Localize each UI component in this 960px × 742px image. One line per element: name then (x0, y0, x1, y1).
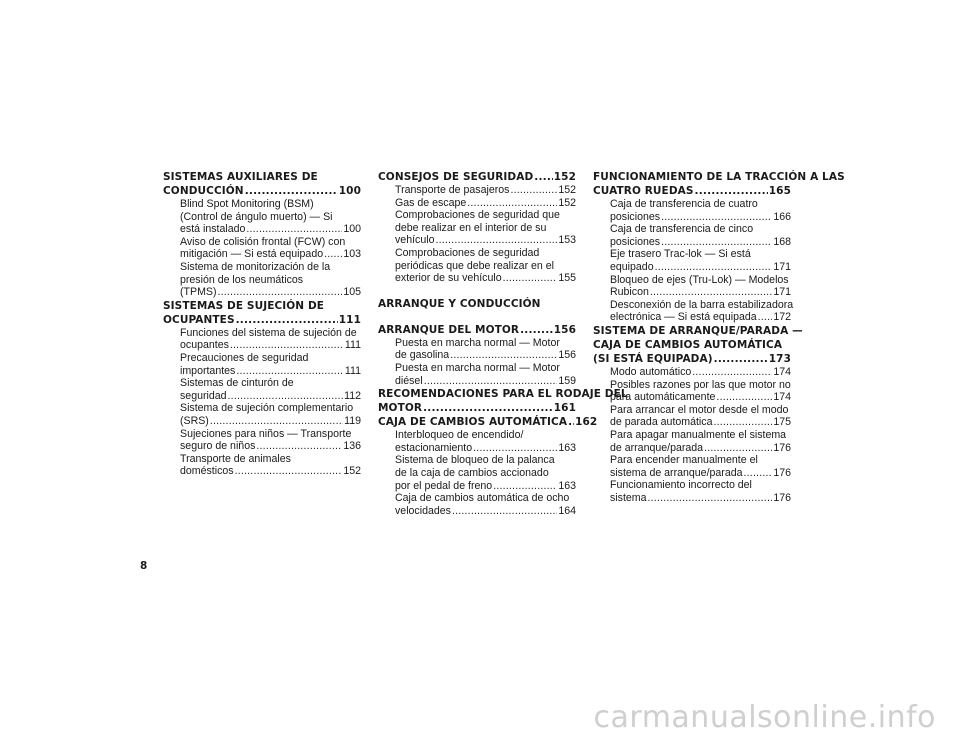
toc-entry[interactable] (163, 352, 361, 377)
toc-entry-line: Eje trasero Trac-lok — Si está (610, 248, 751, 261)
toc-column-3 (593, 170, 845, 504)
toc-page-number: 161 (553, 402, 576, 415)
toc-entry-line: Comprobaciones de seguridad (395, 246, 540, 259)
toc-entry-row (593, 352, 791, 366)
toc-entry-title: posiciones (610, 210, 661, 223)
toc-entry-row (395, 505, 576, 518)
toc-entry-title: ocupantes (180, 339, 229, 352)
toc-page-number: 172 (773, 311, 791, 324)
toc-entry-title: Gas de escape (395, 196, 467, 209)
toc-entry-row (180, 465, 361, 478)
toc-entry-line: Para arrancar el motor desde el modo (610, 403, 789, 416)
toc-entry-title: (SI ESTÁ EQUIPADA) (593, 352, 713, 365)
toc-page-number: 176 (773, 466, 791, 479)
toc-entry-line: SISTEMAS DE SUJECIÓN DE (163, 299, 325, 312)
toc-entry[interactable] (378, 362, 576, 387)
toc-entry-row (163, 184, 361, 198)
toc-entry[interactable] (593, 366, 791, 379)
toc-entry-line: Aviso de colisión frontal (FCW) con (180, 235, 346, 248)
toc-page-number: 164 (558, 504, 576, 517)
dot-leader (424, 375, 558, 388)
section-gap (378, 311, 576, 323)
toc-entry-title: seguridad (180, 389, 227, 402)
toc-entry-row (610, 492, 791, 505)
toc-entry-title: seguro de niños (180, 440, 256, 453)
toc-entry-row (180, 440, 361, 453)
section-gap (378, 285, 576, 297)
dot-leader (246, 223, 342, 236)
toc-entry-row (593, 184, 791, 198)
toc-entry-line: Sujeciones para niños — Transporte (180, 427, 352, 440)
toc-entry-title: sistema de arranque/parada (610, 466, 743, 479)
toc-page-number: 111 (338, 313, 361, 326)
toc-page-number: 111 (344, 339, 361, 352)
toc-entry[interactable] (163, 236, 361, 261)
toc-entry-title: MOTOR (378, 402, 423, 415)
toc-entry-line: Transporte de animales (180, 452, 291, 465)
toc-page-number: 100 (338, 185, 361, 197)
toc-entry[interactable] (378, 197, 576, 210)
dot-leader (503, 272, 558, 285)
toc-entry-line: SISTEMA DE ARRANQUE/PARADA — (593, 324, 803, 337)
toc-entry-title: OCUPANTES (163, 313, 235, 326)
toc-entry-title: (SRS) (180, 414, 209, 427)
dot-leader (236, 365, 344, 378)
toc-entry-line: Posibles razones por las que motor no (610, 378, 791, 391)
toc-entry-title: está instalado (180, 223, 246, 236)
dot-leader (744, 467, 773, 480)
toc-entry-title: para automáticamente (610, 391, 716, 404)
toc-entry-title: estacionamiento (395, 441, 473, 454)
toc-entry-row (180, 339, 361, 352)
dot-leader (520, 323, 553, 337)
toc-page-number: 163 (558, 441, 576, 454)
dot-leader (695, 184, 768, 198)
toc-entry-row (610, 391, 791, 404)
toc-page-number: 174 (773, 365, 791, 378)
toc-page-number: 175 (773, 416, 791, 429)
toc-entry-row (610, 286, 791, 299)
dot-leader (493, 480, 557, 493)
toc-entry-row (180, 415, 361, 428)
dot-leader (655, 261, 773, 274)
dot-leader (510, 184, 557, 197)
toc-entry-title: diésel (395, 374, 423, 387)
dot-leader (256, 440, 342, 453)
toc-entry-line: RECOMENDACIONES PARA EL RODAJE DEL (378, 388, 628, 401)
toc-entry[interactable] (378, 247, 576, 285)
toc-page-number: 163 (558, 479, 576, 492)
dot-leader (714, 352, 768, 366)
toc-entry[interactable] (378, 184, 576, 197)
toc-page-number: 165 (768, 185, 791, 197)
toc-page-number: 152 (558, 196, 576, 209)
toc-heading[interactable] (378, 415, 598, 429)
toc-heading[interactable] (163, 170, 361, 198)
toc-entry-title: sistema (610, 491, 647, 504)
toc-heading[interactable] (593, 324, 803, 366)
toc-page-number: 162 (575, 416, 598, 429)
toc-entry[interactable] (593, 429, 791, 454)
toc-entry-row (610, 236, 791, 249)
toc-entry-title: equipado (610, 260, 654, 273)
toc-column-2 (378, 170, 628, 517)
dot-leader (716, 391, 772, 404)
toc-entry[interactable] (378, 209, 576, 247)
toc-entry[interactable] (593, 404, 791, 429)
toc-entry-line: Caja de transferencia de cuatro (610, 198, 758, 210)
dot-leader (452, 505, 557, 518)
toc-entry-line: Sistema de sujeción complementario (180, 402, 354, 415)
dot-leader (534, 170, 553, 184)
toc-page-number: 173 (768, 352, 791, 365)
toc-page-number: 153 (558, 234, 576, 247)
toc-entry-line: Para apagar manualmente el sistema (610, 428, 787, 441)
toc-entry-row (180, 390, 361, 403)
dot-leader (661, 236, 772, 249)
toc-entry-row (610, 311, 791, 324)
toc-entry-line: Para encender manualmente el (610, 454, 758, 467)
toc-entry[interactable] (163, 428, 361, 453)
toc-entry-row (395, 234, 576, 247)
toc-page-number: 136 (343, 440, 361, 453)
toc-entry-line: Puesta en marcha normal — Motor (395, 361, 560, 374)
toc-entry-title: ARRANQUE DEL MOTOR (378, 323, 520, 336)
toc-entry-title: exterior de su vehículo (395, 272, 502, 285)
toc-page-number: 112 (344, 389, 361, 402)
toc-entry-title: electrónica — Si está equipada (610, 311, 757, 324)
toc-entry-row (163, 313, 361, 327)
toc-page-number: 152 (558, 184, 576, 196)
toc-heading[interactable] (378, 297, 576, 311)
toc-heading[interactable] (593, 170, 845, 198)
dot-leader (650, 286, 772, 299)
toc-entry[interactable] (378, 492, 576, 517)
toc-entry-line: Sistema de monitorización de la (180, 260, 331, 273)
dot-leader (423, 401, 553, 415)
toc-entry-title: vehículo (395, 234, 435, 247)
toc-page-number: 176 (773, 441, 791, 454)
toc-entry-title: de parada automática (610, 416, 713, 429)
toc-page-number: 156 (553, 323, 576, 336)
toc-entry[interactable] (593, 198, 791, 223)
toc-entry-line: Blind Spot Monitoring (BSM) (180, 198, 314, 210)
toc-entry-title: de gasolina (395, 349, 450, 362)
toc-entry-title: Modo automático (610, 365, 692, 378)
toc-entry[interactable] (593, 379, 791, 404)
dot-leader (235, 465, 343, 478)
toc-page-number: 100 (343, 223, 361, 236)
toc-entry-line: FUNCIONAMIENTO DE LA TRACCIÓN A LAS (593, 171, 845, 183)
dot-leader (473, 442, 557, 455)
toc-page-number: 176 (773, 491, 791, 504)
toc-entry-row (378, 415, 598, 429)
dot-leader (648, 492, 773, 505)
toc-page-number: 156 (558, 349, 576, 362)
toc-entry-title: velocidades (395, 504, 451, 517)
toc-entry-row (378, 401, 576, 415)
dot-leader (568, 415, 574, 429)
toc-entry-line: Interbloqueo de encendido/ (395, 429, 524, 442)
dot-leader (245, 184, 338, 198)
toc-heading[interactable] (378, 170, 576, 184)
toc-entry-line: Funcionamiento incorrecto del (610, 479, 752, 492)
toc-page-number: 152 (553, 171, 576, 183)
toc-entry[interactable] (163, 402, 361, 427)
dot-leader (713, 416, 772, 429)
toc-entry-row (180, 365, 361, 378)
toc-page-number: 168 (773, 235, 791, 248)
toc-entry-row (610, 442, 791, 455)
page-number: 8 (140, 560, 148, 572)
toc-entry[interactable] (593, 298, 794, 324)
toc-entry[interactable] (163, 261, 361, 299)
toc-page-number: 152 (343, 465, 361, 478)
dot-leader (217, 286, 342, 299)
dot-leader (210, 415, 343, 428)
toc-entry-title: Transporte de pasajeros (395, 184, 510, 196)
toc-entry[interactable] (163, 453, 361, 478)
toc-entry-title: CAJA DE CAMBIOS AUTOMÁTICA (378, 416, 568, 429)
toc-entry-row (395, 272, 576, 285)
toc-entry-title: posiciones (610, 235, 661, 248)
toc-entry-line: Puesta en marcha normal — Motor (395, 336, 560, 349)
toc-entry-row (378, 323, 576, 337)
toc-entry-line: Caja de cambios automática de ocho (395, 492, 570, 505)
toc-page-number: 111 (344, 364, 361, 377)
toc-entry-row (180, 248, 361, 261)
toc-entry[interactable] (163, 327, 361, 352)
toc-entry[interactable] (378, 337, 576, 362)
toc-page-number: 171 (773, 286, 791, 299)
toc-heading[interactable] (378, 387, 628, 415)
toc-entry-line: Comprobaciones de seguridad que (395, 209, 560, 222)
toc-entry-title: CONSEJOS DE SEGURIDAD (378, 171, 534, 183)
toc-entry-line: Precauciones de seguridad (180, 351, 309, 364)
toc-page-number: 174 (773, 391, 791, 404)
toc-entry-line: de la caja de cambios accionado (395, 466, 549, 479)
toc-entry-line: Sistemas de cinturón de (180, 377, 294, 390)
toc-entry-title: de arranque/parada (610, 441, 704, 454)
toc-entry-line: Bloqueo de ejes (Tru-Lok) — Modelos (610, 273, 789, 286)
toc-entry-line: periódicas que debe realizar en el (395, 259, 555, 272)
toc-entry[interactable] (593, 223, 791, 248)
toc-entry-title: por el pedal de freno (395, 479, 493, 492)
toc-entry[interactable] (163, 377, 361, 402)
toc-heading[interactable] (378, 323, 576, 337)
toc-entry[interactable] (378, 429, 576, 454)
toc-entry[interactable] (593, 274, 791, 299)
toc-column-1 (163, 170, 361, 478)
toc-entry-line: Sistema de bloqueo de la palanca (395, 454, 555, 467)
toc-page-number: 171 (773, 260, 791, 273)
toc-entry-line: (Control de ángulo muerto) — Si (180, 210, 333, 223)
dot-leader (230, 339, 344, 352)
toc-entry-title: importantes (180, 364, 236, 377)
toc-entry-row (395, 442, 576, 455)
toc-entry-line: Funciones del sistema de sujeción de (180, 326, 357, 339)
toc-entry-line: presión de los neumáticos (180, 273, 304, 286)
toc-page-number: 155 (558, 272, 576, 285)
toc-page-number: 103 (343, 248, 361, 261)
toc-entry-row (610, 211, 791, 224)
toc-page-number: 105 (343, 286, 361, 299)
toc-entry-title: CUATRO RUEDAS (593, 185, 694, 197)
dot-leader (228, 390, 344, 403)
watermark: carmanualsonline.info (593, 700, 936, 735)
toc-page-number: 119 (344, 414, 361, 427)
toc-entry-row (180, 286, 361, 299)
toc-heading[interactable] (163, 299, 361, 327)
toc-entry[interactable] (593, 479, 791, 504)
toc-entry-line: CAJA DE CAMBIOS AUTOMÁTICA (593, 338, 783, 351)
dot-leader (450, 349, 557, 362)
toc-entry-title: CONDUCCIÓN (163, 185, 244, 197)
toc-entry-title: Rubicon (610, 286, 649, 299)
dot-leader (758, 311, 773, 324)
toc-entry-title: mitigación — Si está equipado (180, 248, 324, 261)
dot-leader (435, 234, 557, 247)
dot-leader (467, 197, 557, 210)
toc-entry-line: Caja de transferencia de cinco (610, 223, 754, 236)
toc-entry[interactable] (163, 198, 361, 236)
toc-entry-line: Desconexión de la barra estabilizadora (610, 298, 794, 311)
toc-entry-line: debe realizar en el interior de su (395, 221, 547, 234)
toc-entry-row (610, 261, 791, 274)
dot-leader (704, 442, 772, 455)
toc-entry-row (610, 467, 791, 480)
dot-leader (692, 366, 772, 379)
toc-page-number: 159 (558, 374, 576, 387)
toc-entry-row (395, 197, 576, 210)
toc-entry[interactable] (378, 454, 576, 492)
toc-entry-row (610, 366, 791, 379)
toc-entry[interactable] (593, 248, 791, 273)
toc-entry-line: ARRANQUE Y CONDUCCIÓN (378, 297, 541, 310)
toc-entry-row (395, 184, 576, 197)
toc-entry-row (395, 480, 576, 493)
toc-entry-row (180, 223, 361, 236)
toc-entry-row (395, 349, 576, 362)
toc-entry-row (610, 416, 791, 429)
toc-entry-line: SISTEMAS AUXILIARES DE (163, 171, 318, 183)
toc-entry[interactable] (593, 454, 791, 479)
toc-page-number: 166 (773, 210, 791, 223)
toc-entry-row (378, 170, 576, 184)
toc-entry-title: (TPMS) (180, 286, 217, 299)
toc-entry-row (395, 375, 576, 388)
dot-leader (661, 211, 772, 224)
dot-leader (324, 248, 342, 261)
dot-leader (236, 313, 338, 327)
toc-entry-title: domésticos (180, 465, 234, 478)
